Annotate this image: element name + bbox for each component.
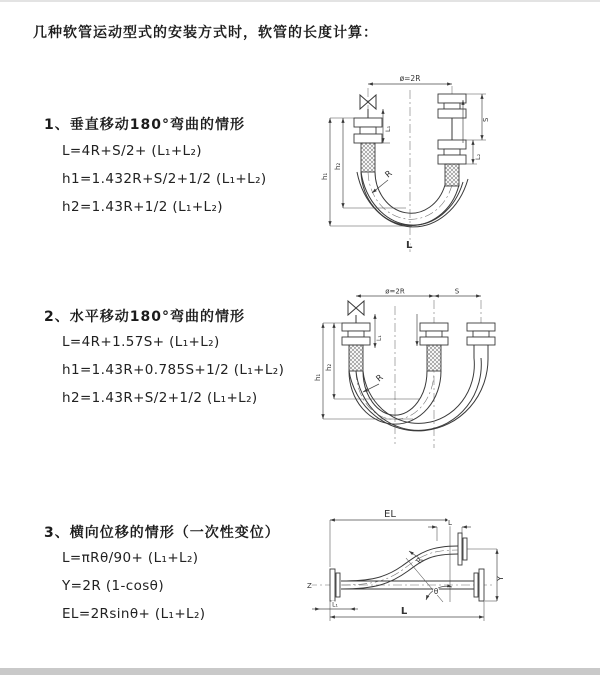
y-dim-label: Y (496, 576, 505, 581)
angle-callout (426, 586, 452, 600)
l1-dimension (312, 602, 358, 610)
length-label: L (406, 240, 413, 251)
angle-label: θ (433, 587, 439, 596)
el-dimension (330, 509, 450, 602)
scan-edge-top (0, 0, 600, 2)
width-dimension (356, 288, 434, 297)
width-dim-label: ø=2R (385, 287, 405, 296)
s-dim-label: S (482, 117, 490, 122)
h2-dim-label: h₂ (325, 363, 333, 371)
h1-dim-label: h₁ (314, 373, 322, 381)
l1-dim-label: L₁ (376, 335, 383, 341)
el-dim-label: EL (384, 509, 396, 520)
section-3-formula-EL: EL=2Rsinθ+ (L₁+L₂) (62, 606, 206, 622)
section-3-formula-L: L=πRθ/90+ (L₁+L₂) (62, 550, 199, 566)
radius-label: R (374, 372, 386, 385)
l2-dim-label: L₂ (474, 153, 482, 160)
left-flange (330, 569, 340, 601)
upper-flange (458, 533, 467, 565)
centerlines (395, 300, 481, 448)
section-1-formula-h1: h1=1.432R+S/2+1/2 (L₁+L₂) (62, 171, 267, 187)
scan-edge-bottom (0, 668, 600, 675)
s-curve-hose (341, 546, 458, 589)
h1-dim-label: h₁ (321, 172, 329, 180)
width-dimension (368, 74, 452, 84)
diagram-lateral-displacement (300, 505, 600, 650)
s-dimension (466, 94, 490, 140)
section-3-formula-Y: Y=2R (1-cosθ) (62, 578, 164, 594)
right-pipe-assembly (438, 94, 466, 186)
l1-dim-label: L₁ (332, 601, 338, 609)
s-dim-label: S (454, 287, 460, 296)
h2-dim-label: h₂ (334, 162, 342, 170)
valve-icon (348, 301, 364, 323)
middle-pipe-assembly (420, 323, 448, 371)
section-2-formula-h1: h1=1.43R+0.785S+1/2 (L₁+L₂) (62, 362, 285, 378)
length-dimension (330, 601, 484, 621)
section-1-heading: 1、垂直移动180°弯曲的情形 (44, 117, 245, 133)
section-2-formula-h2: h2=1.43R+S/2+1/2 (L₁+L₂) (62, 390, 258, 406)
radius-label: R (383, 168, 395, 181)
left-pipe-assembly (354, 109, 382, 172)
left-pipe-assembly (342, 323, 370, 371)
radius-callout (363, 373, 386, 392)
right-flange (474, 569, 484, 601)
l1-dim-label: L₁ (384, 125, 392, 132)
radius-label: R (414, 555, 425, 566)
l1-dimension (375, 314, 383, 348)
page-title: 几种软管运动型式的安装方式时，软管的长度计算： (33, 25, 378, 41)
y-dimension (467, 549, 505, 601)
section-2-formula-L: L=4R+1.57S+ (L₁+L₂) (62, 334, 220, 350)
section-2-heading: 2、水平移动180°弯曲的情形 (44, 309, 245, 325)
axis-label: Z (307, 582, 312, 590)
diagram-vertical-180-bend (310, 68, 590, 263)
width-dim-label: ø=2R (399, 74, 421, 83)
section-3-heading: 3、横向位移的情形（一次性变位） (44, 525, 280, 541)
diagram-horizontal-180-bend (313, 286, 588, 471)
l1-dimension (382, 109, 392, 143)
section-1-formula-h2: h2=1.43R+1/2 (L₁+L₂) (62, 199, 223, 215)
l2-dim-label: L (448, 519, 452, 527)
section-1-formula-L: L=4R+S/2+ (L₁+L₂) (62, 143, 202, 159)
displaced-pipe-assembly (467, 323, 495, 358)
s-dimension (434, 288, 481, 297)
hose-arcs (349, 358, 488, 431)
length-label: L (400, 606, 408, 617)
